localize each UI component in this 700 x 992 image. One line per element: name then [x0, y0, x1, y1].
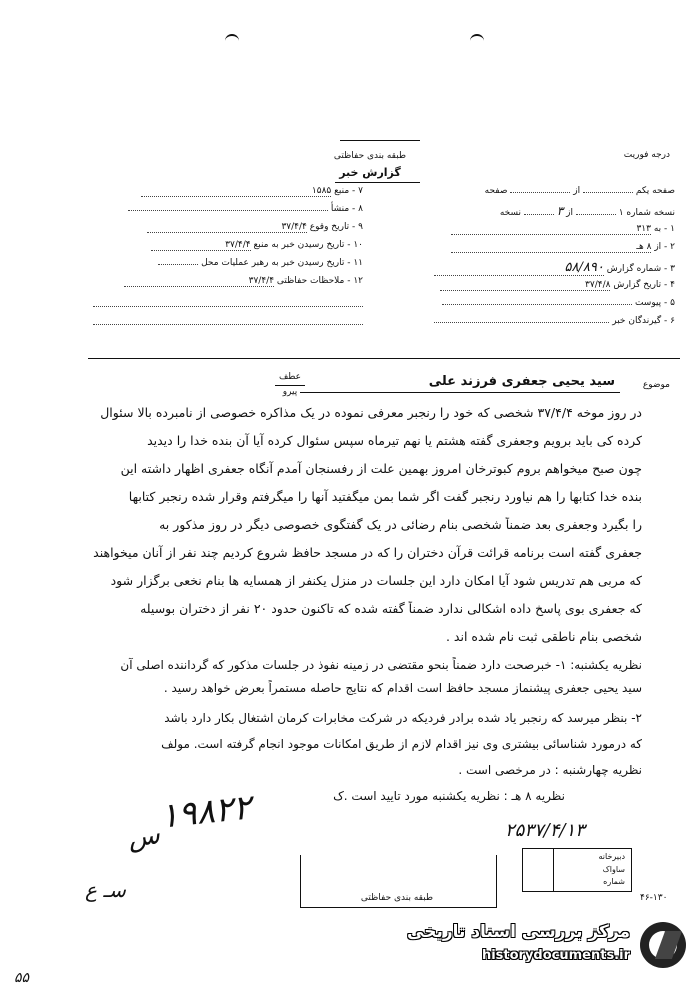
subject-value: سید یحیی جعفری فرزند علی: [428, 374, 615, 389]
field-of: از: [573, 186, 581, 196]
field-value: [434, 322, 609, 323]
field-source-received-date: [88, 240, 363, 251]
handwritten-side-mark: سـ ع: [85, 878, 126, 902]
classification-label: طبقه بندی حفاظتی: [333, 151, 407, 161]
note-line: نظریه ۸ هـ : نظریه یکشنبه مورد تایید است .ک: [333, 789, 565, 803]
field-value: [128, 210, 328, 211]
field-value: [442, 304, 632, 305]
scan-mark-left: [225, 34, 239, 44]
classification-box: [340, 140, 420, 141]
field-of: از: [566, 208, 573, 218]
field-value: ۳۱۳: [451, 224, 651, 235]
watermark-logo-icon: [640, 922, 686, 968]
field-label: صفحه یکم: [635, 186, 675, 196]
registry-stamp: [522, 848, 632, 892]
body-line: کرده کی باید برویم وجعفری گفته هشتم یا نهم تیرماه سپس سئوال کرده آیا آن بنده خدا را دیدید: [147, 433, 642, 448]
report-title: گزارش خبر: [339, 166, 401, 179]
field-value: ۳۷/۴/۴: [147, 222, 307, 233]
field-unit: صفحه: [484, 186, 508, 196]
body-line: که جعفری بوی پاسخ داده اشکالی ندارد ضمناً گفته شده که تاکنون حدود ۲۰ نفر از دختران بوسیله: [140, 601, 642, 616]
priority-label: درجه فوریت: [623, 150, 670, 160]
field-label: ۸ - منشأ: [330, 204, 363, 214]
note-line: ۲- بنظر میرسد که رنجبر یاد شده برادر فردیکه در شرکت مخابرات کرمان اشتغال بکار دارد باشد: [164, 711, 642, 725]
field-label: ۳ - شماره گزارش: [606, 264, 675, 274]
subject-underline: [300, 392, 620, 393]
field-value: ۸ هـ: [451, 242, 651, 253]
footer-classification: طبقه بندی حفاظتی: [360, 893, 434, 903]
field-copy: [380, 204, 675, 220]
field-report-number: [380, 260, 675, 276]
note-line: نظریه چهارشنبه : در مرخصی است .: [458, 763, 642, 777]
field-value: ۵۸/۸۹۰: [434, 260, 604, 276]
watermark: [407, 916, 690, 980]
field-value: ۳۷/۴/۸: [440, 280, 610, 291]
body-line: در روز موخه ۳۷/۴/۴ شخصی که خود را رنجبر معرفی نموده در یک مذاکره خصوصی از نامبرده بالا سئوال: [100, 405, 642, 420]
handwritten-number: [158, 787, 253, 836]
field-attachment: [380, 298, 675, 308]
page-number: ۵۵: [14, 970, 30, 986]
title-underline: [335, 182, 420, 183]
field-label: ۶ - گیرندگان خبر: [612, 316, 675, 326]
note-line: نظریه یکشنبه: ۱- خبرصحت دارد ضمناً بنحو مقتضی در زمینه نفوذ در جلسات مذکور که گرداننده اصلی آن: [120, 658, 642, 672]
report-fields-left: [380, 186, 675, 336]
body-line: را بگیرد وجعفری بعد ضمناً شخصی بنام رضائی در یک گفتگوی خصوصی دیگر در روز مذکور به: [159, 517, 642, 532]
field-source: [88, 186, 363, 197]
blank-line: [93, 306, 363, 307]
field-recipients: [380, 316, 675, 326]
stamp-line: ساواک: [602, 865, 625, 874]
field-security-notes: [88, 276, 363, 287]
field-to: [380, 224, 675, 235]
field-label: ۴ - تاریخ گزارش: [613, 280, 675, 290]
field-value: ۳۷/۴/۴: [151, 240, 251, 251]
field-unit: نسخه: [499, 208, 522, 218]
field-label: ۱۲ - ملاحظات حفاظتی: [276, 276, 363, 286]
subject-label: موضوع: [642, 380, 670, 390]
field-value: ۳: [556, 204, 564, 218]
field-label: ۹ - تاریخ وقوع: [309, 222, 363, 232]
note-line: سید یحیی جعفری پیشنماز مسجد حافظ است اقدام که نتایج حاصله مستمراً بعرض خواهد رسید .: [163, 681, 642, 695]
watermark-title: مرکز بررسی اسناد تاریخی: [407, 922, 630, 942]
ref-label: عطف: [278, 372, 302, 382]
scan-mark-right: [470, 34, 484, 44]
stamp-line: دبیرخانه: [598, 852, 625, 861]
field-label: ۱۱ - تاریخ رسیدن خبر به رهبر عملیات محل: [201, 258, 363, 268]
header-separator: [88, 358, 680, 359]
field-label: ۷ - منبع: [334, 186, 363, 196]
report-fields-right: [88, 186, 363, 336]
field-occurrence-date: [88, 222, 363, 233]
followup-label: پیرو: [282, 387, 298, 397]
form-code: ۴۶-۱۳۰: [640, 893, 668, 903]
handwritten-digits: ۱۹۸۲۲: [158, 787, 254, 837]
ref-divider: [275, 385, 305, 386]
field-ops-received-date: [88, 258, 363, 268]
note-line: که درمورد شناسائی بیشتری وی نیز اقدام لازم از طریق امکانات موجود انجام گرفته است. مولف: [161, 737, 642, 751]
stamp-date: ۲۵۳۷/۴/۱۳: [505, 820, 585, 841]
body-line: چون صبح میخواهم بروم کبوترخان امروز بهمین علت از رفسنجان آمدم آنگاه جعفری اظهار داشته این: [120, 461, 642, 476]
field-from: [380, 242, 675, 253]
body-line: جعفری گفته است برنامه قرائت قرآن دختران را که در مسجد حافظ شروع کردیم چند نفر از آنان میخواهند: [93, 545, 642, 560]
field-label: ۱ - به: [653, 224, 675, 234]
field-report-date: [380, 280, 675, 291]
field-origin: [88, 204, 363, 214]
field-label: ۵ - پیوست: [634, 298, 675, 308]
field-label: نسخه شماره ۱: [618, 208, 675, 218]
field-label: ۱۰ - تاریخ رسیدن خبر به منبع: [253, 240, 363, 250]
field-label: ۲ - از: [654, 242, 675, 252]
watermark-url: historydocuments.ir: [481, 948, 630, 963]
blank-line: [93, 324, 363, 325]
stamp-divider: [553, 849, 554, 891]
body-line: شخصی بنام ناطقی ثبت نام شده اند .: [445, 629, 642, 644]
field-page: [380, 186, 675, 202]
body-line: بنده خدا کتابها را هم نیاورد رنجبر گفت اگر شما بمن میگفتید آنها را میگرفتم وقرار شده رنجبر کتابها: [128, 489, 642, 504]
stamp-line: شماره: [603, 877, 625, 886]
field-value: ۳۷/۴/۴: [124, 276, 274, 287]
handwritten-prefix: س: [126, 819, 162, 855]
field-value: ۱۵۸۵: [141, 186, 331, 197]
field-value: [158, 264, 198, 265]
body-line: که مربی هم تدریس شود آیا امکان دارد این جلسات در منزل یکنفر از همسایه ها بنام نخعی برگزار شود: [110, 573, 642, 588]
